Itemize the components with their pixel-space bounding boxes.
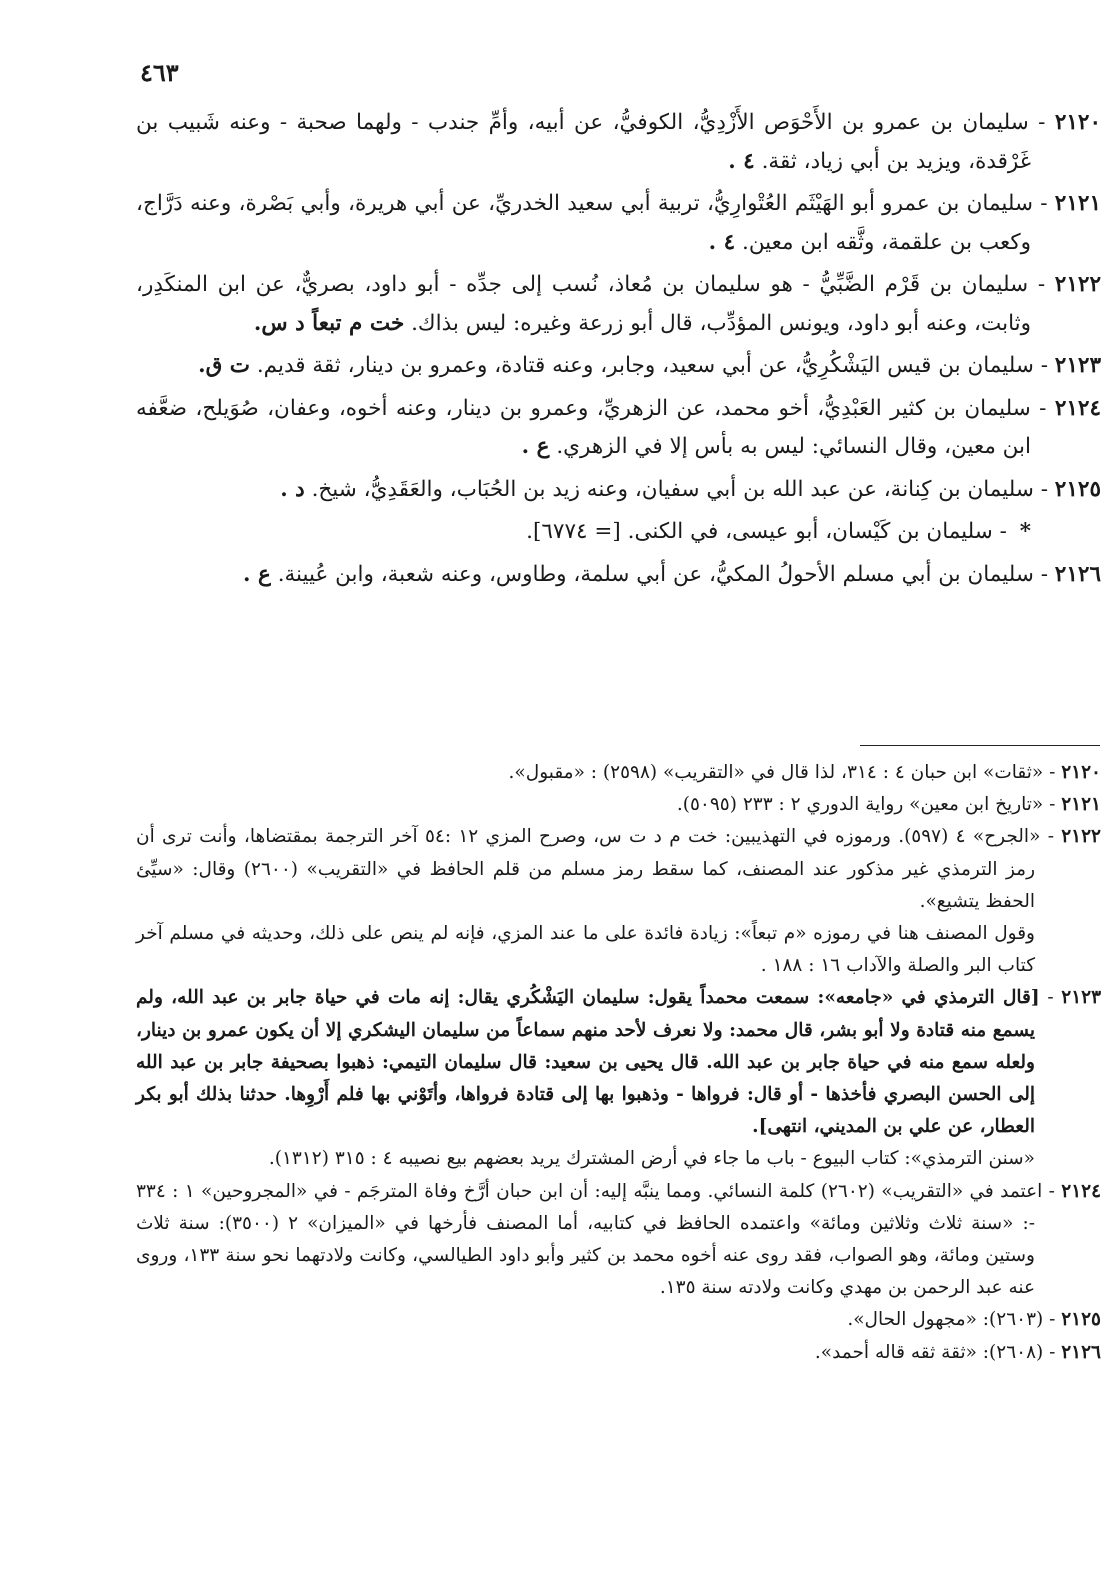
entry-symbols: ع .	[521, 434, 550, 459]
entry-text: سليمان بن عمرو بن الأَحْوَص الأَزْدِيُّ، الكوفيُّ، عن أبيه، وأمِّ جندب - ولهما صحبة - وعنه شَبيب بن غَرْقدة، ويزيد بن أبي زياد، ثقة.	[136, 110, 1031, 174]
note-text: (٢٦٠٨): «ثقة ثقه قاله أحمد».	[814, 1341, 1044, 1363]
entry-text: سليمان بن قيس اليَشْكُرِيُّ، عن أبي سعيد، وجابر، وعنه قتادة، وعمرو بن دينار، ثقة قديم.	[256, 353, 1034, 378]
entry-2122: ٢١٢٢ - سليمان بن قَرْم الضَّبِّيُّ - هو سليمان بن مُعاذ، نُسب إلى جدِّه - أبو داود، بصريٌّ، عن ابن المنكَدِر، وثابت، وعنه أبو داود، ويونس المؤدِّب، قال أبو زرعة وغيره: ليس بذاك. خت م تبعاً د س.	[136, 272, 1101, 336]
entry-symbols: ٤ .	[708, 229, 736, 255]
note-number: ٢١٢٤	[1061, 1180, 1102, 1202]
note-2123: ٢١٢٣ - [قال الترمذي في «جامعه»: سمعت محمداً يقول: سليمان اليَشْكُري يقال: إنه مات في حياة جابر بن عبد الله، ولم يسمع منه قتادة ولا أبو بشر، قال محمد: ولا نعرف لأحد منهم سماعاً من سليمان اليشكري إلا أن يكون عمرو بن دينار، ولعله سمع منه في حياة جابر بن عبد الله. قال يحيى بن سعيد: قال سليمان التيمي: ذهبوا بصحيفة جابر بن عبد الله إلى الحسن البصري فأخذها - أو قال: فرواها - وذهبوا بها إلى قتادة فرواها، وأتَوْني بها فلم أَرْوِها. حدثنا بذلك أبو بكر العطار، عن علي بن المديني، انتهى]. «سنن الترمذي»: كتاب البيوع - باب ما جاء في أرض المشترك يريد بعضهم بيع نصيبه ٤ : ٣١٥ (١٣١٢).	[136, 982, 1101, 1175]
note-quote: [قال الترمذي في «جامعه»: سمعت محمداً يقول: سليمان اليَشْكُري يقال: إنه مات في حياة جابر بن عبد الله، ولم يسمع منه قتادة ولا أبو بشر، قال محمد: ولا نعرف لأحد منهم سماعاً من سليمان اليشكري إلا أن يكون عمرو بن دينار، ولعله سمع منه في حياة جابر بن عبد الله. قال يحيى بن سعيد: قال سليمان التيمي: ذهبوا بصحيفة جابر بن عبد الله إلى الحسن البصري فأخذها - أو قال: فرواها - وذهبوا بها إلى قتادة فرواها، وأتَوْني بها فلم أَرْوِها. حدثنا بذلك أبو بكر العطار، عن علي بن المديني، انتهى].	[136, 987, 1040, 1138]
note-2122: ٢١٢٢ - «الجرح» ٤ (٥٩٧). ورموزه في التهذيبين: خت م د ت س، وصرح المزي ١٢ :٥٤ آخر الترجمة بمقتضاها، وأنت ترى أن رمز الترمذي غير مذكور عند المصنف، كما سقط رمز مسلم من قلم الحافظ في «التقريب» (٢٦٠٠) وقال: «سيِّئ الحفظ يتشيع». وقول المصنف هنا في رموزه «م تبعاً»: زيادة فائدة على ما عند المزي، فإنه لم ينص على ذلك، وحديثه في مسلم آخر كتاب البر والصلة والآداب ١٦ : ١٨٨ .	[136, 821, 1101, 982]
entry-number: ٢١٢١	[1054, 191, 1101, 216]
entry-cross-reference: * - سليمان بن كَيْسان، أبو عيسى، في الكنى. [= ٦٧٧٤].	[526, 519, 1031, 544]
entry-2125: ٢١٢٥ - سليمان بن كِنانة، عن عبد الله بن أبي سفيان، وعنه زيد بن الحُبَاب، والعَقَدِيُّ، شيخ. د .	[280, 476, 1101, 502]
entry-text: سليمان بن قَرْم الضَّبِّيُّ - هو سليمان بن مُعاذ، نُسب إلى جدِّه - أبو داود، بصريٌّ، عن ابن المنكَدِر، وثابت، وعنه أبو داود، ويونس المؤدِّب، قال أبو زرعة وغيره: ليس بذاك.	[136, 272, 1031, 336]
asterisk-icon: *	[1019, 519, 1031, 544]
note-number: ٢١٢١	[1061, 794, 1101, 816]
entry-symbols: ٤ .	[728, 148, 755, 174]
entry-symbols: د .	[280, 476, 305, 502]
entry-number: ٢١٢٥	[1054, 476, 1101, 502]
entry-number: ٢١٢٦	[1054, 561, 1101, 587]
entry-symbols: ت ق.	[198, 353, 250, 378]
entry-symbols: ع .	[243, 561, 271, 587]
note-number: ٢١٢٠	[1061, 762, 1101, 783]
entry-2120: ٢١٢٠ - سليمان بن عمرو بن الأَحْوَص الأَزْدِيُّ، الكوفيُّ، عن أبيه، وأمِّ جندب - ولهما صحبة - وعنه شَبيب بن غَرْقدة، ويزيد بن أبي زياد، ثقة. ٤ .	[136, 110, 1102, 174]
note-text: (٢٦٠٣): «مجهول الحال».	[847, 1309, 1044, 1331]
note-2125: ٢١٢٥ - (٢٦٠٣): «مجهول الحال».	[847, 1309, 1101, 1331]
entry-number: ٢١٢٠	[1054, 110, 1102, 135]
note-2124: ٢١٢٤ - اعتمد في «التقريب» (٢٦٠٢) كلمة النسائي. ومما ينبَّه إليه: أن ابن حبان أرَّخ وفاة المترجَم - في «المجروحين» ١ : ٣٣٤ -: «سنة ثلاث وثلاثين ومائة» واعتمده الحافظ في كتابيه، أما المصنف فأرخها في «الميزان» ٢ (٣٥٠٠): سنة ثلاث وستين ومائة، وهو الصواب، فقد روى عنه أخوه محمد بن كثير وأبو داود الطيالسي، وكانت ولادتهما نحو سنة ١٣٣، وروى عنه عبد الرحمن بن مهدي وكانت ولادته سنة ١٣٥.	[136, 1180, 1102, 1299]
note-paragraph: وقول المصنف هنا في رموزه «م تبعاً»: زيادة فائدة على ما عند المزي، فإنه لم ينص على ذلك، وحديثه في مسلم آخر كتاب البر والصلة والآداب ١٦ : ١٨٨ .	[136, 923, 1035, 977]
note-text: «الجرح» ٤ (٥٩٧). ورموزه في التهذيبين: خت م د ت س، وصرح المزي ١٢ :٥٤ آخر الترجمة بمقتضاها، وأنت ترى أن رمز الترمذي غير مذكور عند المصنف، كما سقط رمز مسلم من قلم الحافظ في «التقريب» (٢٦٠٠) وقال: «سيِّئ الحفظ يتشيع».	[136, 826, 1041, 912]
note-number: ٢١٢٢	[1061, 826, 1101, 848]
footnotes	[136, 757, 1101, 1369]
note-number: ٢١٢٥	[1061, 1309, 1101, 1331]
note-2120: ٢١٢٠ - «ثقات» ابن حبان ٤ : ٣١٤، لذا قال في «التقريب» (٢٥٩٨) : «مقبول».	[508, 762, 1101, 783]
entry-2126: ٢١٢٦ - سليمان بن أبي مسلم الأحولُ المكيُّ، عن أبي سلمة، وطاوس، وعنه شعبة، وابن عُيينة. ع .	[243, 561, 1101, 587]
footnote-divider	[860, 745, 1100, 746]
entry-text: سليمان بن كِنانة، عن عبد الله بن أبي سفيان، وعنه زيد بن الحُبَاب، والعَقَدِيُّ، شيخ.	[311, 476, 1034, 502]
entry-2123: ٢١٢٣ - سليمان بن قيس اليَشْكُرِيُّ، عن أبي سعيد، وجابر، وعنه قتادة، وعمرو بن دينار، ثقة قديم. ت ق.	[198, 353, 1101, 378]
note-number: ٢١٢٣	[1061, 987, 1102, 1009]
main-text	[136, 104, 1101, 598]
note-text: «تاريخ ابن معين» رواية الدوري ٢ : ٢٣٣ (٥٠٩٥).	[676, 794, 1044, 816]
entry-text: سليمان بن أبي مسلم الأحولُ المكيُّ، عن أبي سلمة، وطاوس، وعنه شعبة، وابن عُيينة.	[277, 561, 1034, 587]
entry-2121: ٢١٢١ - سليمان بن عمرو أبو الهَيْثَم العُتْوارِيُّ، تربية أبي سعيد الخدريِّ، عن أبي هريرة، وأبي بَصْرة، وعنه دَرَّاج، وكعب بن علقمة، وثَّقه ابن معين. ٤ .	[136, 191, 1101, 255]
entry-number: ٢١٢٢	[1054, 272, 1101, 297]
page-number: ٤٦٣	[140, 58, 179, 87]
note-paragraph: «سنن الترمذي»: كتاب البيوع - باب ما جاء في أرض المشترك يريد بعضهم بيع نصيبه ٤ : ٣١٥ (١٣١٢).	[268, 1148, 1035, 1170]
note-text: «ثقات» ابن حبان ٤ : ٣١٤، لذا قال في «التقريب» (٢٥٩٨) : «مقبول».	[508, 762, 1044, 783]
entry-number: ٢١٢٤	[1054, 395, 1102, 421]
entry-symbols: خت م تبعاً د س.	[253, 310, 405, 336]
entry-text: سليمان بن كَيْسان، أبو عيسى، في الكنى. [= ٦٧٧٤].	[526, 519, 993, 544]
note-2126: ٢١٢٦ - (٢٦٠٨): «ثقة ثقه قاله أحمد».	[814, 1341, 1101, 1363]
entry-text: سليمان بن كثير العَبْدِيُّ، أخو محمد، عن الزهريِّ، وعمرو بن دينار، وعنه أخوه، وعفان، صُوَيلح، ضعَّفه ابن معين، وقال النسائي: ليس به بأس إلا في الزهري.	[136, 395, 1031, 459]
note-number: ٢١٢٦	[1061, 1341, 1101, 1363]
entry-text: سليمان بن عمرو أبو الهَيْثَم العُتْوارِيُّ، تربية أبي سعيد الخدريِّ، عن أبي هريرة، وأبي بَصْرة، وعنه دَرَّاج، وكعب بن علقمة، وثَّقه ابن معين.	[136, 191, 1033, 255]
note-2121: ٢١٢١ - «تاريخ ابن معين» رواية الدوري ٢ : ٢٣٣ (٥٠٩٥).	[676, 794, 1101, 816]
entry-number: ٢١٢٣	[1054, 353, 1101, 378]
note-text: اعتمد في «التقريب» (٢٦٠٢) كلمة النسائي. ومما ينبَّه إليه: أن ابن حبان أرَّخ وفاة المترجَم - في «المجروحين» ١ : ٣٣٤ -: «سنة ثلاث وثلاثين ومائة» واعتمده الحافظ في كتابيه، أما المصنف فأرخها في «الميزان» ٢ (٣٥٠٠): سنة ثلاث وستين ومائة، وهو الصواب، فقد روى عنه أخوه محمد بن كثير وأبو داود الطيالسي، وكانت ولادتهما نحو سنة ١٣٣، وروى عنه عبد الرحمن بن مهدي وكانت ولادته سنة ١٣٥.	[136, 1180, 1043, 1299]
entry-2124: ٢١٢٤ - سليمان بن كثير العَبْدِيُّ، أخو محمد، عن الزهريِّ، وعمرو بن دينار، وعنه أخوه، وعفان، صُوَيلح، ضعَّفه ابن معين، وقال النسائي: ليس به بأس إلا في الزهري. ع .	[136, 395, 1102, 459]
